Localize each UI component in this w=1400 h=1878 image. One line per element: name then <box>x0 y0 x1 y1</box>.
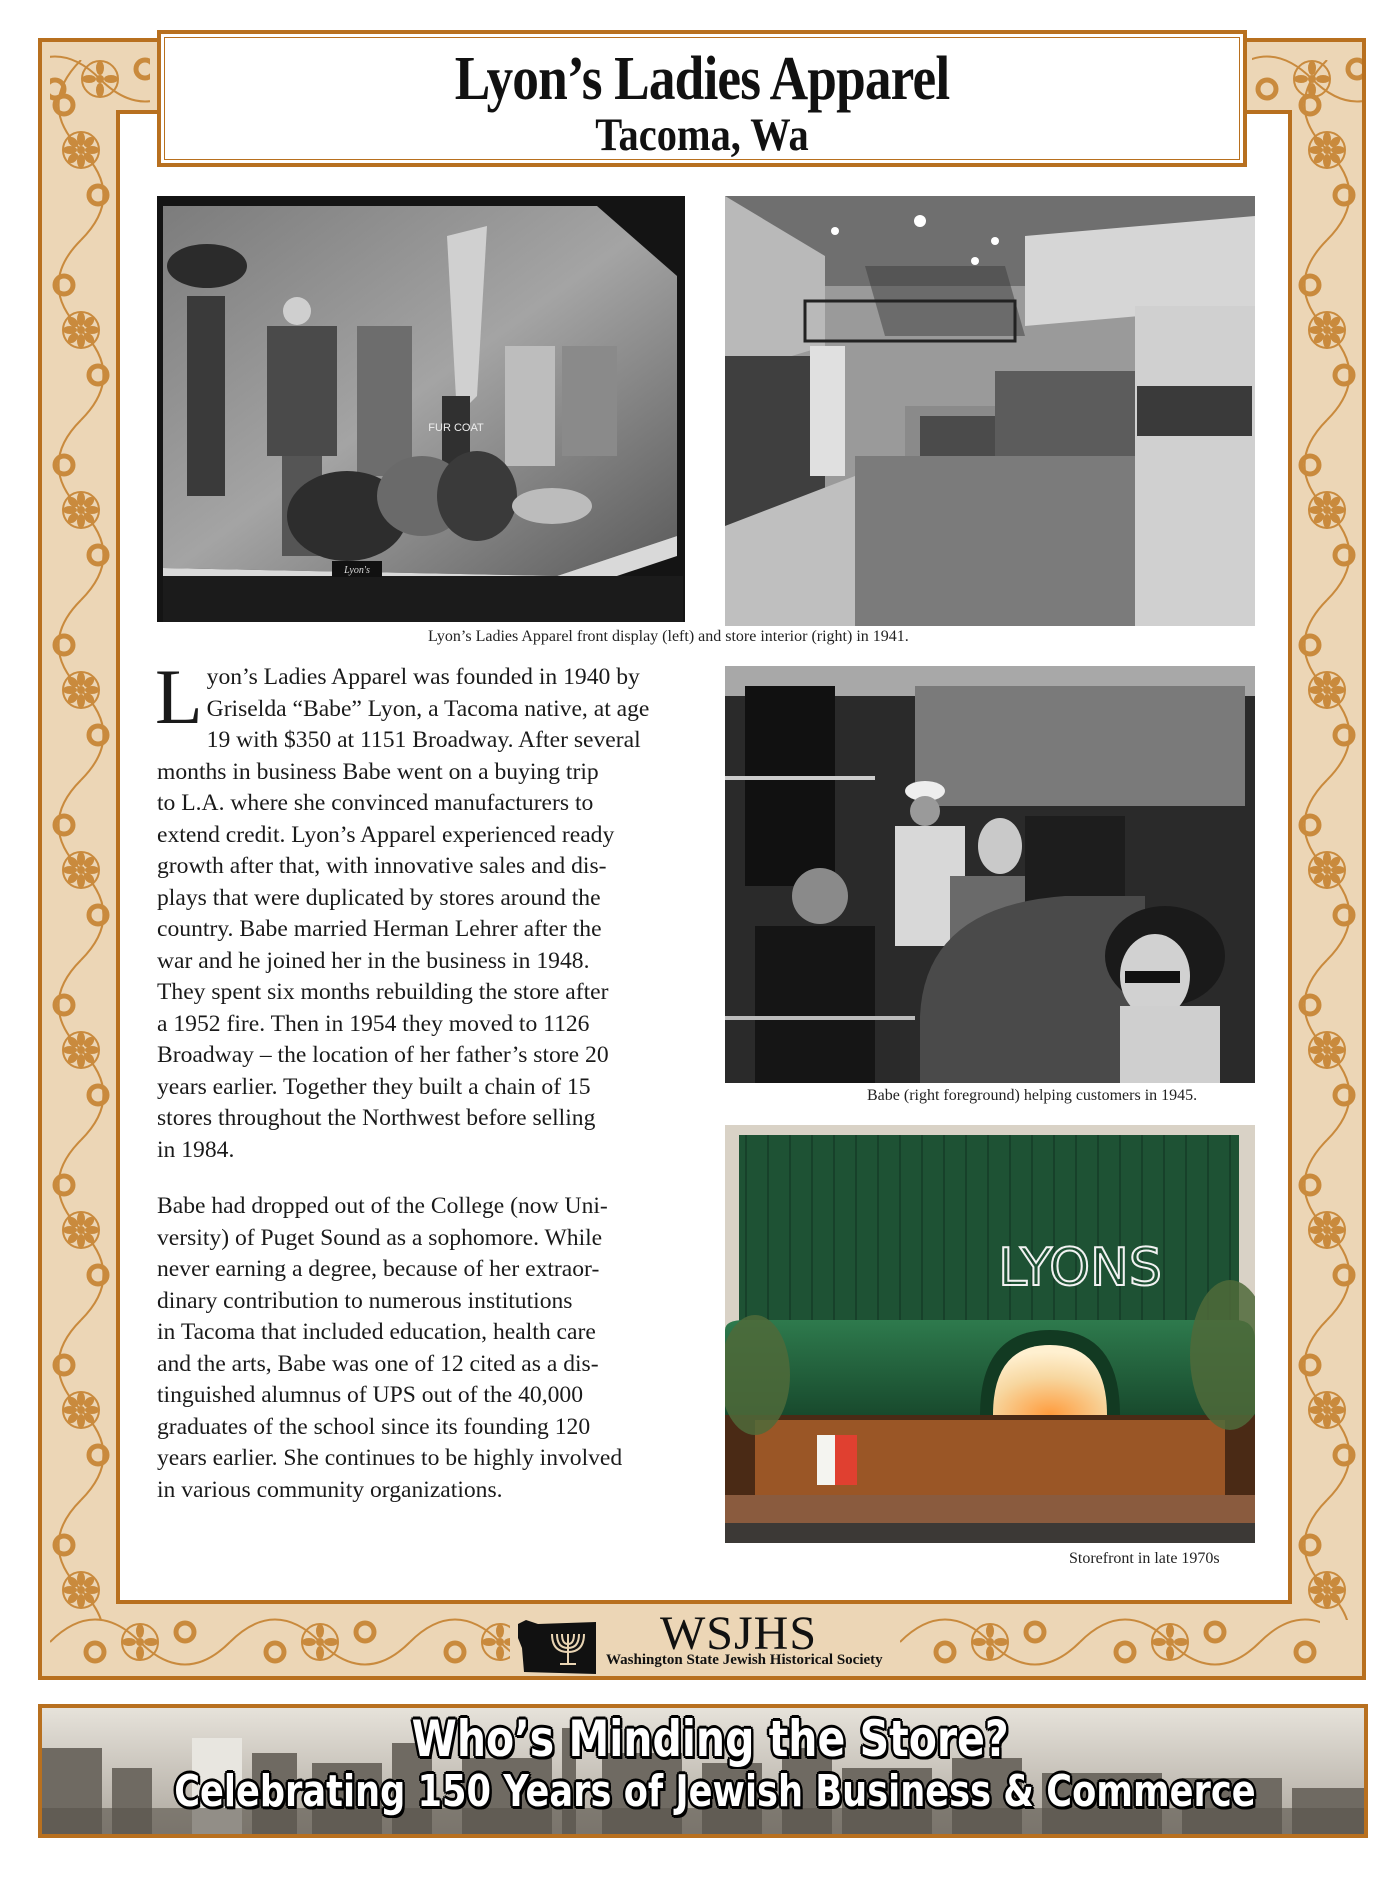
wsjhs-logo <box>516 1606 896 1686</box>
article-body <box>155 653 697 1166</box>
photo-store-interior <box>725 196 1255 626</box>
logo-full-name: Washington State Jewish Historical Society <box>606 1652 883 1668</box>
logo-acronym: WSJHS <box>660 1607 818 1660</box>
caption-top-photos: Lyon’s Ladies Apparel front display (left) and store interior (right) in 1941. <box>428 628 909 645</box>
top-right-ornament <box>1252 44 1362 114</box>
top-left-ornament <box>50 44 150 114</box>
bottom-right-ornament-scroll <box>900 1607 1320 1677</box>
photo-customers-1945 <box>725 666 1255 1083</box>
photo-storefront-1970s <box>725 1125 1255 1543</box>
banner-subheadline: Celebrating 150 Years of Jewish Business & Commerce <box>174 1766 1256 1817</box>
page-subtitle: Tacoma, Wa <box>595 109 809 161</box>
exhibit-banner <box>38 1704 1368 1838</box>
photo-front-display <box>157 196 685 622</box>
article-paragraph-2: Babe had dropped out of the College (now Uni- versity) of Puget Sound as a sophomore. While never earning a degree, because of her extraor- dinary contribution to numerous institutions in Tacoma that included education, health care and the arts, Babe was one of 12 cited as a dis- tinguished alumnus of UPS out of the 40,000 graduates of the school since its founding 120 years earlier. She continues to be highly involved in various community organizations. <box>157 1193 623 1503</box>
article-body-2 <box>157 1191 697 1506</box>
washington-state-menorah-icon <box>516 1618 598 1676</box>
svg-text:Lyon's: Lyon's <box>344 565 370 576</box>
caption-storefront: Storefront in late 1970s <box>1069 1550 1220 1567</box>
article-paragraph-1: L yon’s Ladies Apparel was founded in 1940 by Griselda “Babe” Lyon, a Tacoma native, at age 19 with $350 at 1151 Broadway. After several months in business Babe went on a buying trip to L.A. where she convinced manufacturers to extend credit. Lyon’s Apparel experienced ready growth after that, with innovative sales and dis- plays that were duplicated by stores around the country. Babe married Herman Lehrer after the war and he joined her in the business in 1948. They spent six months rebuilding the store after a 1952 fire. Then in 1954 they moved to 1126 Broadway – the location of her father’s store 20 years earlier. Together they built a chain of 15 stores throughout the Northwest before selling in 1984. <box>155 653 650 1163</box>
svg-text:LYONS: LYONS <box>998 1238 1162 1298</box>
drop-cap: L <box>155 653 203 740</box>
caption-customers: Babe (right foreground) helping customers in 1945. <box>867 1087 1198 1104</box>
banner-headline: Who’s Minding the Store? <box>411 1710 1009 1768</box>
bottom-left-ornament-scroll <box>50 1607 510 1677</box>
page-title: Lyon’s Ladies Apparel <box>454 45 950 113</box>
svg-text:FUR COAT: FUR COAT <box>428 422 484 434</box>
title-box <box>157 30 1247 167</box>
right-ornament-scroll <box>1292 60 1362 1620</box>
left-ornament-scroll <box>46 60 116 1620</box>
